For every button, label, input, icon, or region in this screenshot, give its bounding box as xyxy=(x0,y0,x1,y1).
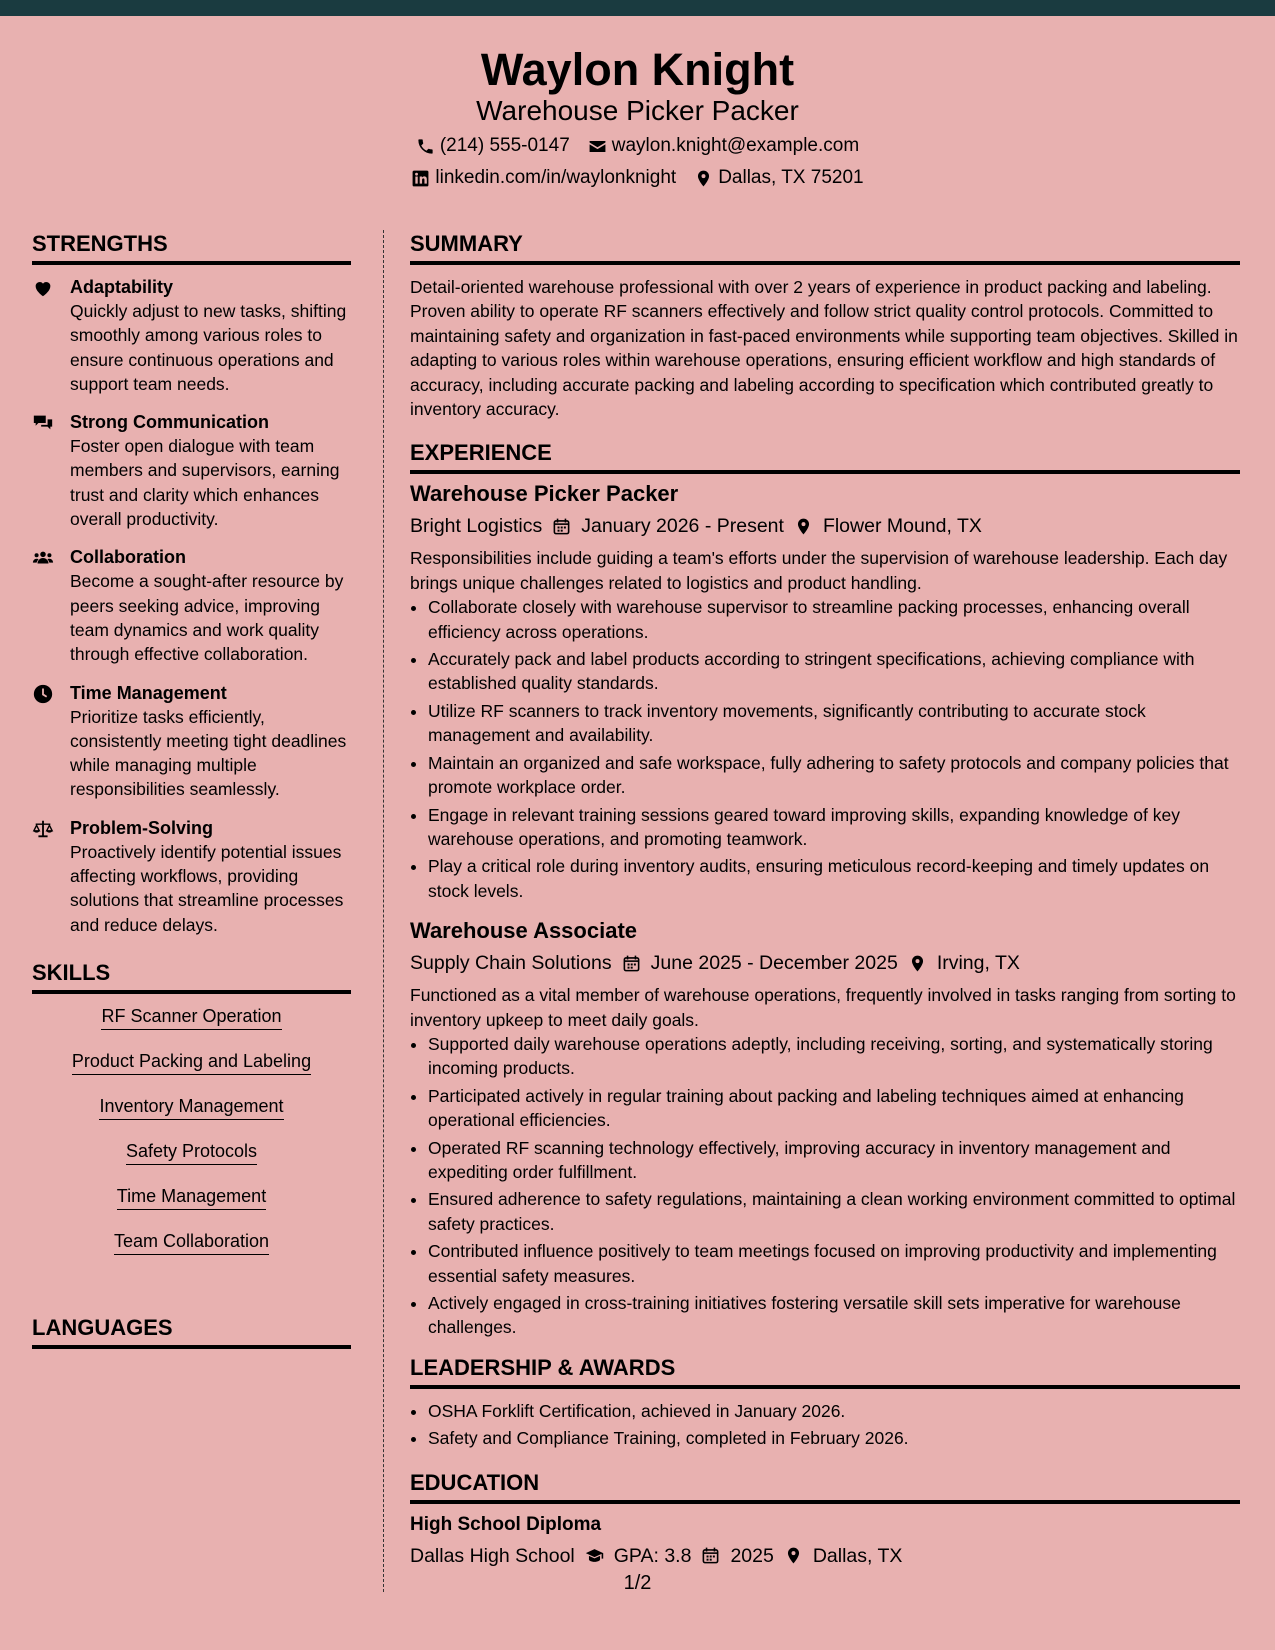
candidate-name: Waylon Knight xyxy=(480,44,795,95)
awards-list xyxy=(410,1399,1240,1451)
strength-desc: Become a sought-after resource by peers seeking advice, improving team dynamics and work quality through effective collaboration. xyxy=(70,571,344,665)
list-item: • Accurately pack and label products according to stringent specifications, achieving compliance with established quality standards. xyxy=(428,647,1240,696)
list-item: • Utilize RF scanners to track inventory movements, significantly contributing to accurate stock management and availability. xyxy=(428,699,1240,748)
list-item: • Contributed influence positively to team meetings focused on improving productivity and implementing essential safety measures. xyxy=(428,1239,1240,1288)
list-item: • Actively engaged in cross-training initiatives fostering versatile skill sets imperative for warehouse challenges. xyxy=(428,1291,1240,1340)
strength-item xyxy=(32,410,351,531)
list-item: • Collaborate closely with warehouse supervisor to streamline packing processes, enhancing overall efficiency across operations. xyxy=(428,595,1240,644)
candidate-title: Warehouse Picker Packer xyxy=(476,95,799,126)
strength-title: Adaptability xyxy=(70,277,174,297)
calendar-icon xyxy=(701,1546,720,1565)
strength-desc: Proactively identify potential issues affecting workflows, providing solutions that streamline processes and reduce delays. xyxy=(70,841,344,935)
list-item: • Ensured adherence to safety regulations, maintaining a clean working environment committed to optimal safety practices. xyxy=(428,1187,1240,1236)
summary-heading: SUMMARY xyxy=(410,230,1240,265)
skill-tag: Safety Protocols xyxy=(126,1139,257,1165)
scale-icon xyxy=(32,818,54,840)
job-entry xyxy=(410,917,1240,1340)
phone-icon xyxy=(416,137,435,156)
left-column xyxy=(32,230,351,1359)
list-item: • Safety and Compliance Training, completed in February 2026. xyxy=(428,1426,1240,1450)
job-title: Warehouse Associate xyxy=(410,918,638,944)
linkedin-icon xyxy=(411,169,430,188)
strength-item xyxy=(32,275,351,396)
contact-row-2 xyxy=(0,166,1275,190)
education-school: Dallas High School xyxy=(410,1544,575,1567)
clock-icon xyxy=(32,683,54,705)
strength-desc: Quickly adjust to new tasks, shifting smoothly among various roles to ensure continuous operations and support team needs. xyxy=(70,301,347,394)
list-item: • Participated actively in regular training about packing and labeling techniques aimed at enhancing operational efficiencies. xyxy=(428,1084,1240,1133)
job-entry xyxy=(410,480,1240,903)
list-item: • Play a critical role during inventory audits, ensuring meticulous record-keeping and timely updates on stock levels. xyxy=(428,854,1240,903)
strength-desc: Prioritize tasks efficiently, consistently meeting tight deadlines while managing multiple responsibilities seamlessly. xyxy=(70,706,347,800)
email-text: waylon.knight@example.com xyxy=(611,135,860,156)
job-description: Functioned as a vital member of warehouse operations, frequently involved in tasks ranging from sorting to inventory upkeep to meet daily goals. xyxy=(410,985,1236,1030)
list-item: • Supported daily warehouse operations adeptly, including receiving, sorting, and systematically storing incoming products. xyxy=(428,1032,1240,1081)
strength-item xyxy=(32,816,351,937)
users-icon xyxy=(32,547,54,569)
skill-tag: Inventory Management xyxy=(99,1094,283,1120)
map-pin-icon xyxy=(694,169,713,188)
list-item: • Maintain an organized and safe workspace, fully adhering to safety protocols and company policies that promote workplace order. xyxy=(428,751,1240,800)
job-company: Supply Chain Solutions xyxy=(410,952,612,975)
column-divider xyxy=(383,230,384,1592)
experience-heading: EXPERIENCE xyxy=(410,439,1240,474)
education-degree: High School Diploma xyxy=(410,1513,602,1535)
strength-item xyxy=(32,545,351,666)
skills-list xyxy=(32,1004,351,1274)
education-location: Dallas, TX xyxy=(812,1544,903,1567)
languages-heading: LANGUAGES xyxy=(32,1314,351,1349)
contact-row-1 xyxy=(0,134,1275,158)
education-meta xyxy=(410,1542,1240,1570)
map-pin-icon xyxy=(908,954,927,973)
awards-heading: LEADERSHIP & AWARDS xyxy=(410,1354,1240,1389)
strength-title: Collaboration xyxy=(70,547,186,568)
calendar-icon xyxy=(622,954,641,973)
contact-email[interactable] xyxy=(588,134,859,158)
job-dates: June 2025 - December 2025 xyxy=(650,952,898,975)
job-bullets xyxy=(410,595,1240,903)
skill-tag: Time Management xyxy=(117,1184,266,1210)
job-title: Warehouse Picker Packer xyxy=(410,481,679,507)
strengths-heading: STRENGTHS xyxy=(32,230,351,265)
job-description: Responsibilities include guiding a team's efforts under the supervision of warehouse leadership. Each day brings unique challenges related to logistics and product handling. xyxy=(410,548,1228,593)
envelope-icon xyxy=(588,137,607,156)
strength-title: Time Management xyxy=(70,682,227,703)
strength-item xyxy=(32,681,351,802)
strength-title: Problem-Solving xyxy=(70,817,214,838)
list-item: • Operated RF scanning technology effectively, improving accuracy in inventory management and expediting order fulfillment. xyxy=(428,1136,1240,1185)
list-item: • OSHA Forklift Certification, achieved in January 2026. xyxy=(428,1399,1240,1423)
skill-tag: Team Collaboration xyxy=(114,1229,269,1255)
job-dates: January 2026 - Present xyxy=(581,515,784,538)
graduation-cap-icon xyxy=(585,1546,604,1565)
phone-text: (214) 555-0147 xyxy=(439,135,570,156)
resume-header xyxy=(0,16,1275,204)
top-color-bar xyxy=(0,0,1275,16)
job-meta xyxy=(410,512,1240,540)
job-location: Irving, TX xyxy=(936,952,1020,975)
job-company: Bright Logistics xyxy=(410,515,543,538)
strength-title: Strong Communication xyxy=(70,412,269,433)
right-column xyxy=(410,230,1240,1576)
skill-tag: RF Scanner Operation xyxy=(101,1004,281,1030)
heart-icon xyxy=(32,277,54,299)
comments-icon xyxy=(32,412,54,434)
linkedin-text: linkedin.com/in/waylonknight xyxy=(435,167,677,188)
contact-location xyxy=(694,166,863,190)
job-meta xyxy=(410,949,1240,977)
job-location: Flower Mound, TX xyxy=(822,515,982,538)
map-pin-icon xyxy=(784,1546,803,1565)
skills-heading: SKILLS xyxy=(32,959,351,994)
education-heading: EDUCATION xyxy=(410,1469,1240,1504)
page-number: 1/2 xyxy=(623,1572,652,1594)
location-text: Dallas, TX 75201 xyxy=(718,167,864,188)
contact-phone xyxy=(416,134,570,158)
map-pin-icon xyxy=(794,517,813,536)
education-year: 2025 xyxy=(730,1544,774,1567)
summary-text: Detail-oriented warehouse professional with over 2 years of experience in product packing and labeling. Proven ability to operate RF scanners effectively and follow strict quality control protocols. Committed to maintaining safety and organization in fast-paced environments while supporting team objectives. Skilled in adapting to various roles within warehouse operations, ensuring efficient workflow and high standards of accuracy, including accurate packing and labeling according to specification which contributed greatly to inventory accuracy. xyxy=(410,277,1238,420)
skill-tag: Product Packing and Labeling xyxy=(72,1049,311,1075)
contact-linkedin[interactable] xyxy=(411,166,676,190)
calendar-icon xyxy=(552,517,571,536)
list-item: • Engage in relevant training sessions geared toward improving skills, expanding knowledge of key warehouse operations, and promoting teamwork. xyxy=(428,803,1240,852)
job-bullets xyxy=(410,1032,1240,1340)
strength-desc: Foster open dialogue with team members and supervisors, earning trust and clarity which enhances overall productivity. xyxy=(70,436,340,530)
education-gpa: GPA: 3.8 xyxy=(613,1544,692,1567)
